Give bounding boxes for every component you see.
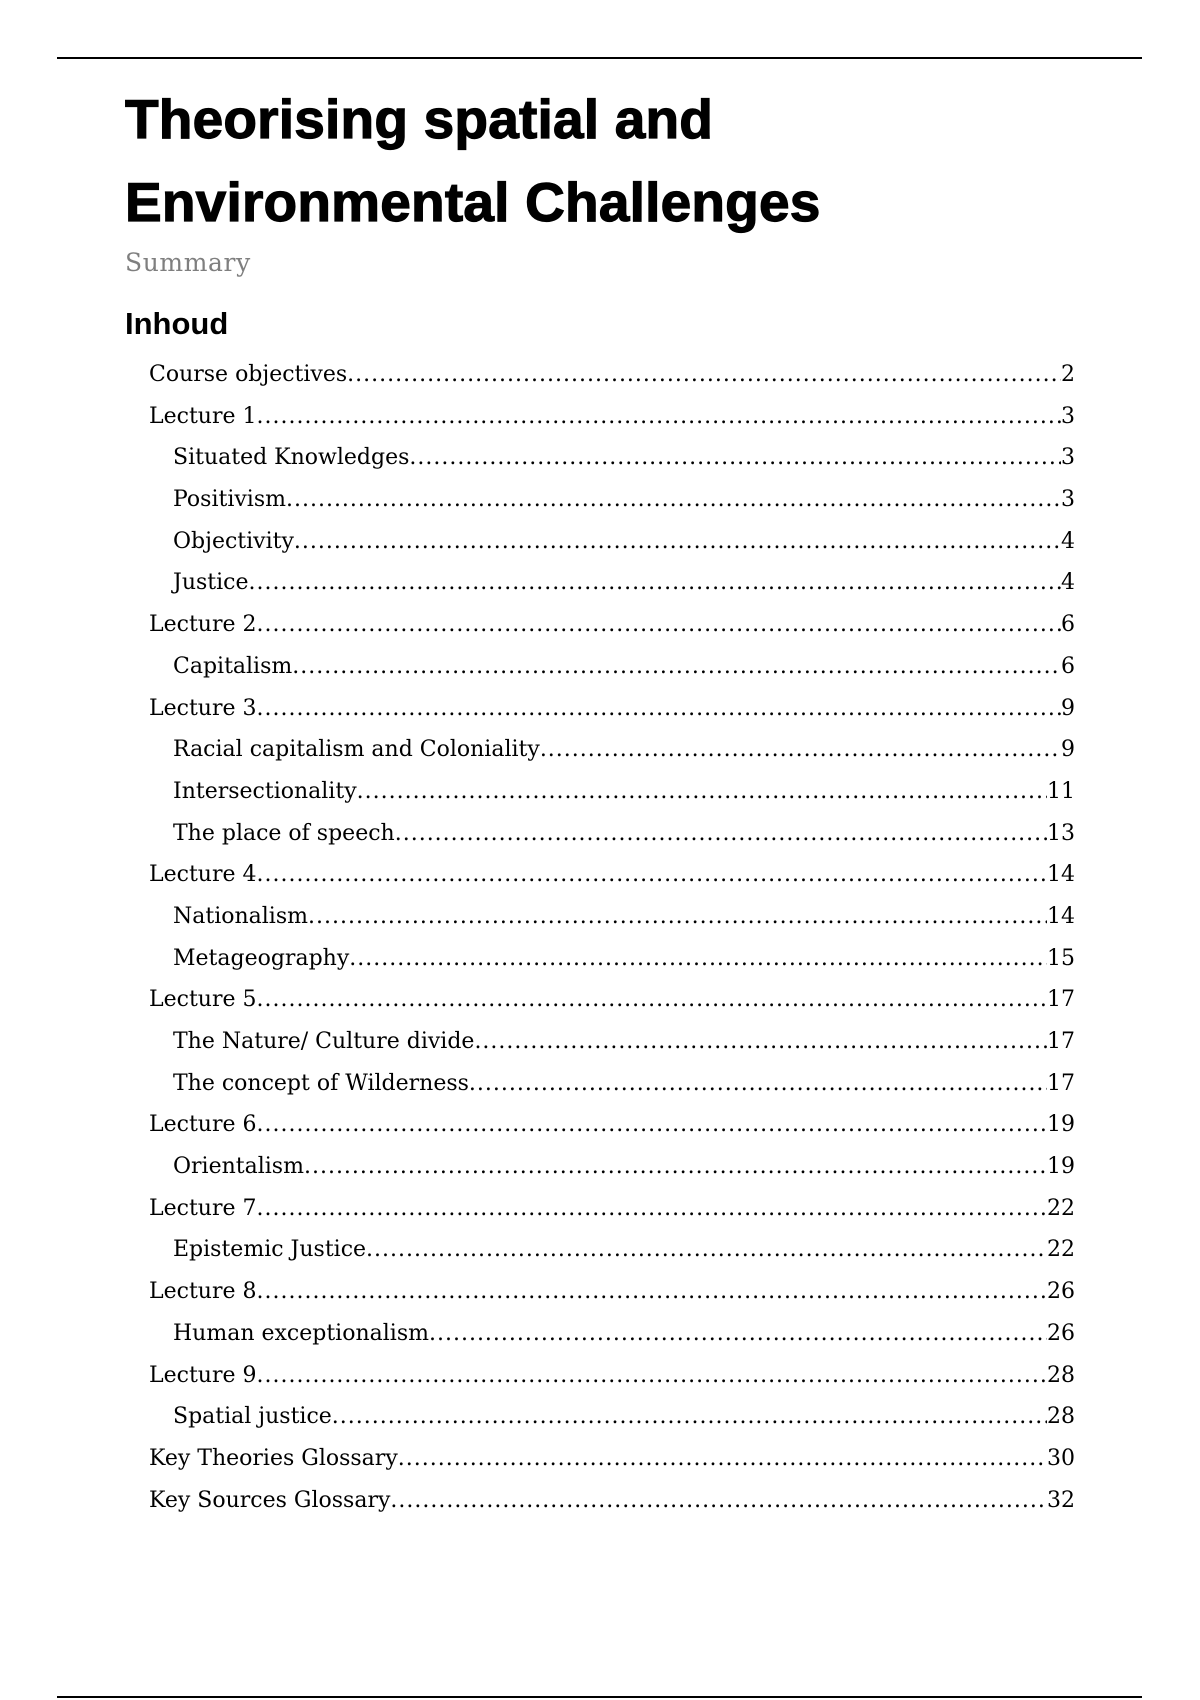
toc-dot-leader [292,646,1061,688]
toc-entry-label: Lecture 3 [149,695,257,721]
toc-dot-leader [257,979,1048,1021]
toc-entry-label: Objectivity [173,528,294,554]
toc-entry[interactable] [125,813,1075,855]
toc-entry[interactable] [125,771,1075,813]
toc-entry-label: Course objectives [149,362,348,387]
toc-entry-page-number: 6 [1061,653,1075,679]
toc-dot-leader [347,354,1061,396]
table-of-contents [125,354,1075,1521]
toc-entry-label: The place of speech [173,820,395,846]
toc-entry-label: Lecture 7 [149,1195,257,1221]
toc-entry-page-number: 32 [1047,1487,1075,1513]
toc-dot-leader [469,1063,1047,1105]
toc-entry-label: Lecture 4 [149,862,257,888]
toc-entry[interactable] [125,896,1075,938]
toc-dot-leader [332,1396,1047,1438]
toc-entry-page-number: 26 [1047,1320,1075,1346]
document-subtitle: Summary [125,248,251,277]
toc-entry-label: Epistemic Justice [173,1237,367,1263]
toc-entry-label: Positivism [173,487,286,513]
toc-entry[interactable] [125,854,1075,896]
toc-entry[interactable] [125,1104,1075,1146]
toc-entry-page-number: 3 [1061,445,1075,471]
toc-dot-leader [257,396,1062,438]
toc-entry-label: The Nature/ Culture divide [173,1029,475,1054]
toc-entry-label: Lecture 1 [149,403,257,429]
toc-entry[interactable] [125,562,1075,604]
toc-dot-leader [257,604,1062,646]
toc-entry[interactable] [125,938,1075,980]
toc-dot-leader [257,1355,1048,1397]
toc-entry-page-number: 22 [1047,1237,1075,1263]
toc-entry[interactable] [125,354,1075,396]
toc-dot-leader [308,896,1047,938]
toc-entry[interactable] [125,688,1075,730]
document-title [125,78,1075,244]
document-title-line-1: Theorising spatial and [125,88,714,150]
toc-entry-page-number: 14 [1047,903,1075,929]
toc-entry-page-number: 30 [1047,1445,1075,1471]
toc-entry-page-number: 9 [1061,737,1075,763]
toc-entry[interactable] [125,1021,1075,1063]
toc-entry[interactable] [125,1271,1075,1313]
toc-entry-label: Metageography [173,945,350,971]
toc-entry[interactable] [125,479,1075,521]
toc-entry[interactable] [125,1438,1075,1480]
toc-entry[interactable] [125,1396,1075,1438]
toc-entry-label: Justice [173,570,249,596]
toc-entry-label: Spatial justice [173,1404,332,1430]
toc-dot-leader [286,479,1061,521]
toc-entry-label: Nationalism [173,903,308,929]
toc-entry-label: Situated Knowledges [173,445,410,471]
toc-entry[interactable] [125,979,1075,1021]
page-content [125,78,1075,1521]
toc-entry-page-number: 19 [1047,1154,1075,1180]
toc-dot-leader [257,1188,1048,1230]
toc-entry-page-number: 3 [1061,487,1075,513]
toc-dot-leader [249,562,1062,604]
toc-entry-label: Intersectionality [173,778,357,804]
toc-entry[interactable] [125,396,1075,438]
toc-entry-page-number: 17 [1047,1029,1075,1054]
toc-entry[interactable] [125,729,1075,771]
toc-dot-leader [398,1438,1047,1480]
toc-entry-label: Lecture 6 [149,1112,257,1138]
toc-dot-leader [257,854,1048,896]
toc-entry[interactable] [125,1229,1075,1271]
toc-heading: Inhoud [125,306,229,341]
toc-entry[interactable] [125,646,1075,688]
toc-entry-page-number: 14 [1047,862,1075,888]
toc-dot-leader [429,1313,1047,1355]
toc-entry[interactable] [125,1146,1075,1188]
toc-entry-page-number: 3 [1061,403,1075,429]
toc-entry-page-number: 22 [1047,1195,1075,1221]
toc-entry[interactable] [125,1355,1075,1397]
toc-dot-leader [257,1271,1048,1313]
toc-dot-leader [390,1480,1047,1522]
toc-entry-label: Orientalism [173,1154,304,1180]
toc-dot-leader [257,1104,1048,1146]
document-title-line-2: Environmental Challenges [125,171,821,233]
toc-dot-leader [257,688,1062,730]
toc-entry[interactable] [125,1313,1075,1355]
toc-entry-page-number: 4 [1061,528,1075,554]
toc-entry[interactable] [125,1480,1075,1522]
toc-entry-label: Human exceptionalism [173,1320,429,1346]
toc-entry-page-number: 15 [1047,945,1075,971]
toc-entry-label: Key Theories Glossary [149,1445,398,1471]
toc-dot-leader [409,437,1061,479]
toc-dot-leader [540,729,1061,771]
toc-entry-label: Lecture 2 [149,612,257,638]
toc-dot-leader [294,521,1061,563]
toc-entry-page-number: 26 [1047,1279,1075,1305]
toc-entry[interactable] [125,437,1075,479]
toc-entry-page-number: 6 [1061,612,1075,638]
toc-entry-page-number: 4 [1061,570,1075,596]
toc-entry-label: Racial capitalism and Coloniality [173,737,540,763]
toc-dot-leader [357,771,1047,813]
toc-entry-page-number: 17 [1047,1070,1075,1096]
toc-entry-page-number: 13 [1047,820,1075,846]
toc-entry[interactable] [125,521,1075,563]
toc-entry-label: Capitalism [173,653,293,679]
toc-entry[interactable] [125,1188,1075,1230]
toc-dot-leader [474,1021,1047,1063]
toc-entry-page-number: 28 [1047,1362,1075,1388]
toc-entry[interactable] [125,604,1075,646]
toc-dot-leader [366,1229,1047,1271]
toc-entry-label: The concept of Wilderness [173,1070,469,1096]
toc-dot-leader [304,1146,1047,1188]
toc-entry-page-number: 19 [1047,1112,1075,1138]
toc-entry-page-number: 11 [1047,778,1075,804]
toc-entry-page-number: 2 [1061,362,1075,387]
toc-dot-leader [395,813,1047,855]
toc-entry[interactable] [125,1063,1075,1105]
toc-entry-page-number: 28 [1047,1404,1075,1430]
toc-entry-page-number: 17 [1047,987,1075,1013]
toc-entry-label: Lecture 9 [149,1362,257,1388]
toc-entry-label: Lecture 5 [149,987,257,1013]
top-rule [57,57,1142,59]
toc-entry-page-number: 9 [1061,695,1075,721]
toc-entry-label: Lecture 8 [149,1279,257,1305]
bottom-rule [57,1696,1142,1698]
toc-entry-label: Key Sources Glossary [149,1487,391,1513]
toc-dot-leader [349,938,1047,980]
